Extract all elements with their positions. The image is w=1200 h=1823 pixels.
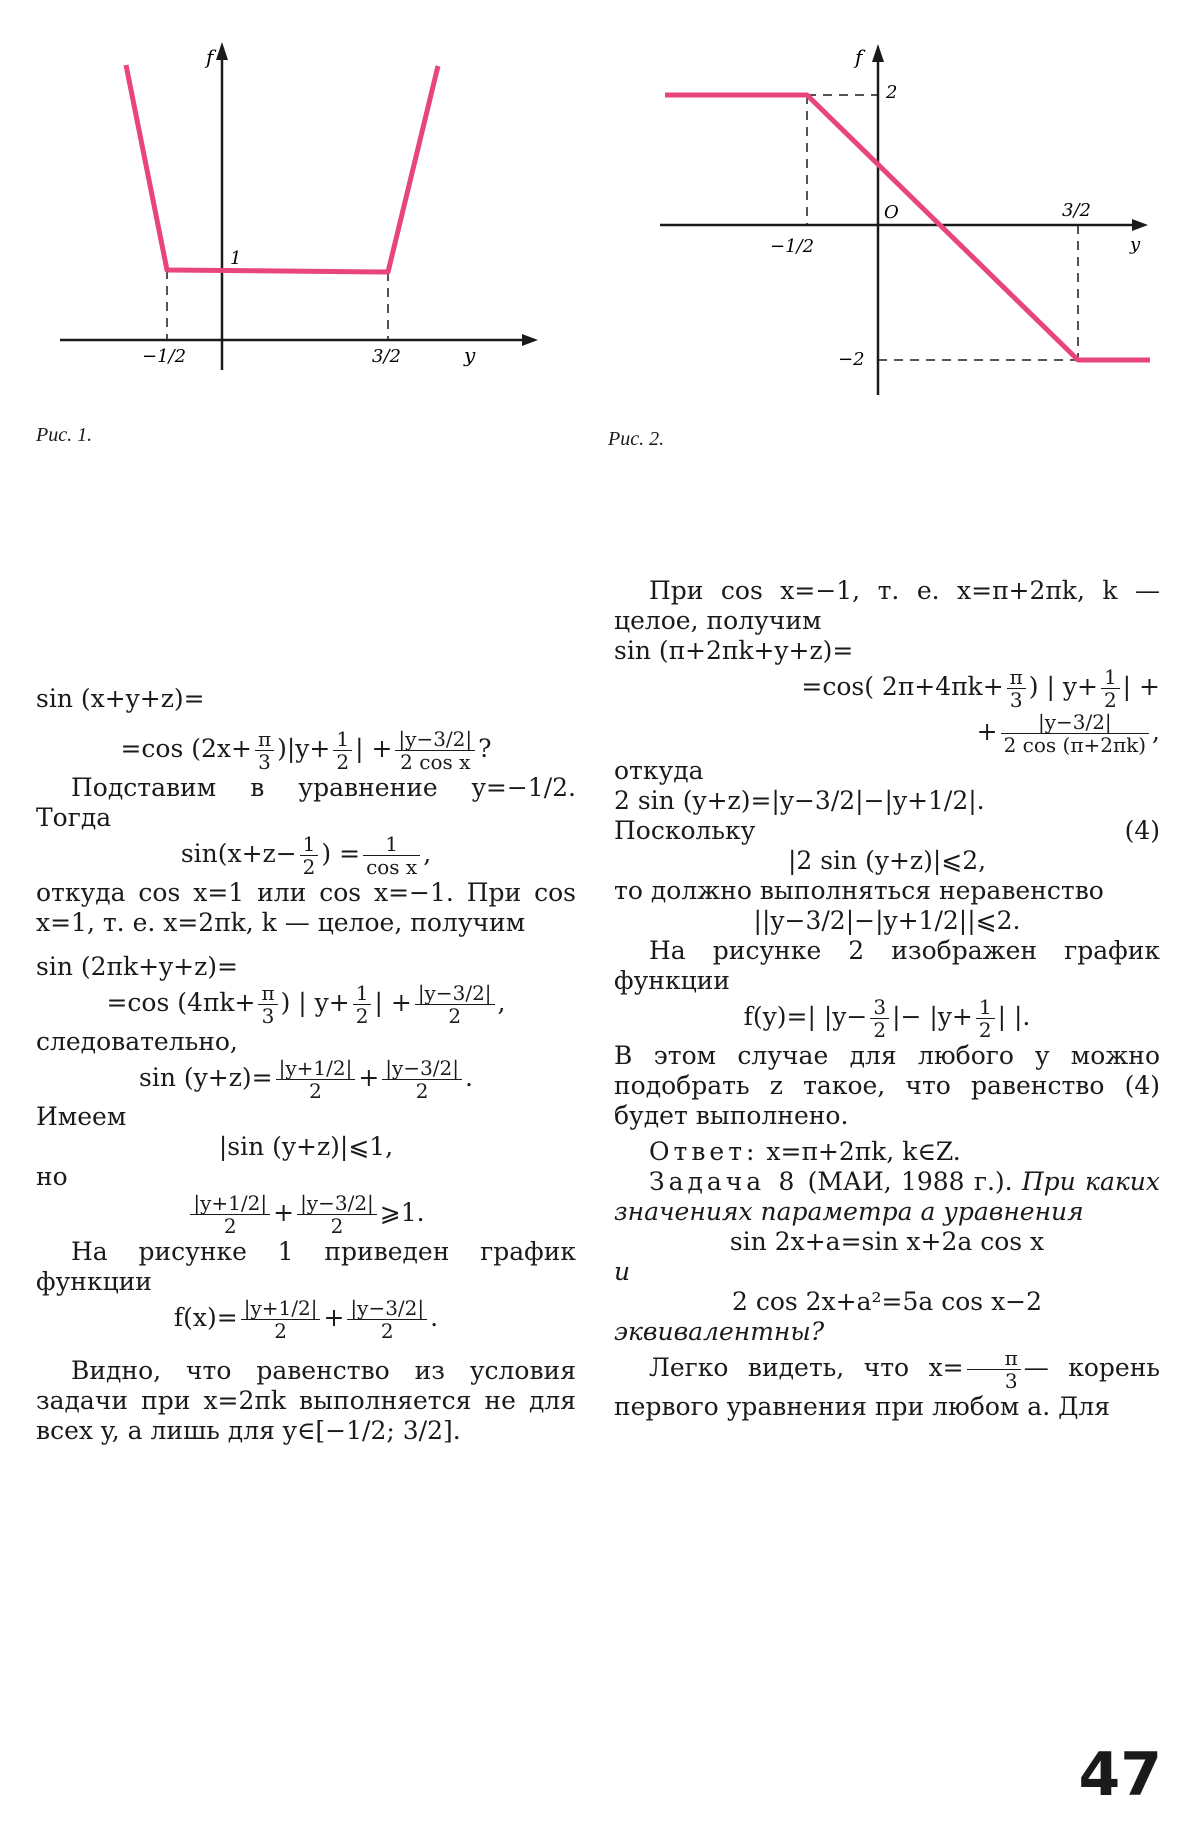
eq-second-equation: 2 cos 2x+a²=5a cos x−2 [731, 1287, 1043, 1316]
paragraph-since: Поскольку (4) [614, 816, 1160, 845]
fig1-axis-y: y [464, 343, 476, 367]
paragraph-cos-cases: откуда cos x=1 или cos x=−1. При cos x=1, т. е. x=2πk, k — целое, получим [36, 878, 576, 937]
paragraph-conclusion: Видно, что равенство из условия задачи при x=2πk выполняется не для всех y, а лишь для y∈[−1/2; 3/2]. [36, 1356, 576, 1445]
right-column [614, 576, 1160, 1422]
eq-cos-expansion: =cos (2x+ $\frac{\pi}{3}$ )|y+ $\frac{1}{2}$ | + $\frac{|y-3/2|}{\text{2 cos x}}$ ? [120, 727, 492, 774]
eq-2sin: 2 sin (y+z)=|y−3/2|−|y+1/2|. [614, 786, 985, 815]
paragraph-figure-2: На рисунке 2 изображен график функции [614, 936, 1160, 995]
paragraph-but: но [36, 1162, 68, 1191]
eq-sin-xz: sin(x+z− $\frac{1}{2}$ ) = $\frac{1}{\text{cos x}}$ , [180, 832, 432, 879]
eq-abs-diff-bound: ||y−3/2|−|y+1/2||⩽2. [753, 906, 1021, 935]
fig1-tick-right: 3/2 [372, 346, 401, 367]
figure-2-caption: Рис. 2. [608, 428, 665, 450]
eq-first-equation: sin 2x+a=sin x+2a cos x [729, 1227, 1045, 1256]
eq-fy: f(y)=| |y− $\frac{3}{2}$ |− |y+ $\frac{1}{2}$ | |. [743, 995, 1031, 1042]
eq-abs-sin-bound: |sin (y+z)|⩽1, [218, 1132, 394, 1161]
left-column [36, 684, 576, 1446]
paragraph-any-y: В этом случае для любого y можно подобрать z такое, что равенство (4) будет выполнено. [614, 1041, 1160, 1130]
fig1-value-one: 1 [230, 248, 242, 269]
fig1-axis-f: f [206, 45, 214, 69]
eq-sin-xyz: sin (x+y+z)= [36, 684, 205, 713]
eq-sin-pi: sin (π+2πk+y+z)= [614, 636, 854, 665]
fig2-axis-f: f [855, 45, 863, 69]
eq-2sin-bound: |2 sin (y+z)|⩽2, [787, 846, 987, 875]
fig2-tick-bottom: −2 [838, 349, 865, 370]
fig2-tick-left: −1/2 [770, 236, 815, 257]
paragraph-equivalent: эквивалентны? [614, 1317, 825, 1346]
paragraph-therefore: следовательно, [36, 1027, 238, 1056]
eq-sum-bound: $\frac{|y+1/2|}{2}$ + $\frac{|y-3/2|}{2}$ ⩾1. [36, 1192, 576, 1237]
paragraph-answer: Ответ: x=π+2πk, k∈Z. [649, 1137, 961, 1166]
paragraph-whence: откуда [614, 756, 704, 785]
paragraph-substitute: Подставим в уравнение y=−1/2. Тогда [36, 773, 576, 832]
figure-1-graph [60, 30, 560, 380]
paragraph-figure-1: На рисунке 1 приведен график функции [36, 1237, 576, 1296]
eq-cos-4pik: =cos (4πk+ $\frac{\pi}{3}$ ) | y+ $\frac{1}{2}$ | + $\frac{|y-3/2|}{2}$ , [106, 981, 506, 1028]
paragraph-easy-to-see: Легко видеть, что x= $\frac{\pi}{3}$ — корень первого уравнения при любом a. Для [614, 1346, 1160, 1421]
fig2-axis-y: y [1130, 234, 1141, 255]
fig1-tick-left: −1/2 [142, 346, 187, 367]
fig2-tick-top: 2 [886, 82, 898, 103]
fig2-origin: O [884, 202, 899, 223]
eq-sin-2pik: sin (2πk+y+z)= [36, 952, 239, 981]
page-number: 47 [1078, 1740, 1162, 1810]
eq-cos-pi-term: + $\frac{|y-3/2|}{2 \cos (\pi+2\pi k)}$ , [976, 710, 1160, 757]
paragraph-task-8: Задача 8 (МАИ, 1988 г.). При каких значениях параметра a уравнения [614, 1167, 1160, 1226]
equation-number: (4) [1124, 816, 1160, 845]
eq-sin-yz: sin (y+z)= $\frac{|y+1/2|}{2}$ + $\frac{|y-3/2|}{2}$ . [139, 1056, 473, 1103]
paragraph-we-have: Имеем [36, 1102, 127, 1131]
fig2-tick-right: 3/2 [1062, 200, 1091, 221]
paragraph-cos-minus-one: При cos x=−1, т. е. x=π+2πk, k — целое, получим [614, 576, 1160, 635]
eq-fx: f(x)= $\frac{|y+1/2|}{2}$ + $\frac{|y-3/2|}{2}$ . [173, 1296, 439, 1343]
paragraph-inequality: то должно выполняться неравенство [614, 876, 1104, 905]
figure-1-caption: Рис. 1. [36, 424, 93, 446]
figure-2-graph [650, 40, 1170, 410]
eq-cos-2pi: =cos( 2π+4πk+ $\frac{\pi}{3}$ ) | y+ $\frac{1}{2}$ | + [801, 665, 1160, 712]
conjunction-and: и [614, 1257, 631, 1286]
